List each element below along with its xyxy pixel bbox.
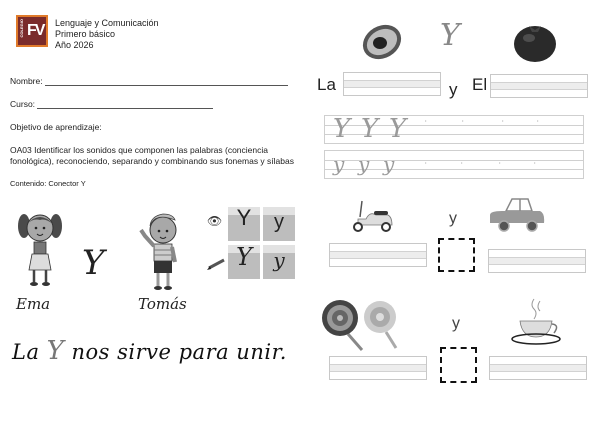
objective-line-2: fonológica), reconociendo, separando y combinando sus fonemas y sílabas bbox=[10, 156, 294, 166]
eye-icon: 👁 bbox=[207, 214, 223, 228]
tile-uppercase-print: Y bbox=[228, 207, 260, 241]
objective-title: Objetivo de aprendizaje: bbox=[10, 122, 102, 132]
course-label: Curso: bbox=[10, 99, 36, 109]
tile-uppercase-cursive: Y bbox=[228, 245, 260, 279]
connector-y-ex3: y bbox=[452, 315, 460, 332]
name-field bbox=[10, 76, 288, 86]
pencil-icon bbox=[207, 258, 227, 270]
write-box-teacup[interactable] bbox=[489, 356, 587, 380]
subject-title: Lenguaje y Comunicación bbox=[55, 18, 159, 28]
course-input-line[interactable] bbox=[37, 100, 213, 109]
girl-name: Ema bbox=[16, 295, 51, 313]
answer-box-ex3[interactable] bbox=[440, 347, 477, 383]
scooter-image bbox=[348, 197, 396, 233]
girl-illustration bbox=[15, 208, 65, 290]
rule-sentence: La Y nos sirve para unir. bbox=[12, 336, 287, 366]
objective-text bbox=[10, 145, 310, 167]
course-field bbox=[10, 99, 213, 109]
boy-name: Tomás bbox=[138, 295, 187, 313]
highlight-y: Y bbox=[46, 336, 65, 366]
logo-side-text: COLEGIO bbox=[19, 19, 24, 38]
write-box-scooter[interactable] bbox=[329, 243, 427, 267]
name-input-line[interactable] bbox=[45, 77, 288, 86]
car-image bbox=[488, 195, 546, 239]
grade-label: Primero básico bbox=[55, 29, 116, 39]
article-el: El bbox=[472, 75, 488, 94]
boy-illustration bbox=[135, 210, 187, 296]
tracing-row-uppercase[interactable]: Y Y Y • • • • bbox=[324, 115, 584, 144]
connector-y-cursive: Y bbox=[82, 243, 105, 283]
connector-y-cursive-ex1: Y bbox=[440, 18, 460, 53]
tracing-row-lowercase[interactable]: y y y • • • • bbox=[324, 150, 584, 179]
write-box-car[interactable] bbox=[488, 249, 586, 273]
write-box-lollipops[interactable] bbox=[329, 356, 427, 380]
connector-y-ex2: y bbox=[449, 210, 457, 227]
article-la: La bbox=[317, 75, 336, 94]
tile-lowercase-cursive: y bbox=[263, 245, 295, 279]
avocado-image bbox=[360, 20, 404, 62]
objective-line-1: OA03 Identificar los sonidos que componen las palabras (conciencia bbox=[10, 145, 268, 155]
content-label: Contenido: Conector Y bbox=[10, 179, 86, 188]
header-info bbox=[55, 18, 159, 51]
name-label: Nombre: bbox=[10, 76, 43, 86]
tomato-image bbox=[512, 18, 558, 64]
year-label: Año 2026 bbox=[55, 40, 94, 50]
lollipops-image bbox=[322, 298, 404, 354]
teacup-image bbox=[510, 297, 562, 347]
logo-text: FV bbox=[27, 22, 44, 39]
connector-y-ex1: y bbox=[449, 80, 458, 99]
school-logo bbox=[16, 15, 48, 47]
answer-box-ex2[interactable] bbox=[438, 238, 475, 272]
write-box-tomato[interactable] bbox=[490, 74, 588, 98]
tile-lowercase-print: y bbox=[263, 207, 295, 241]
write-box-avocado[interactable] bbox=[343, 72, 441, 96]
